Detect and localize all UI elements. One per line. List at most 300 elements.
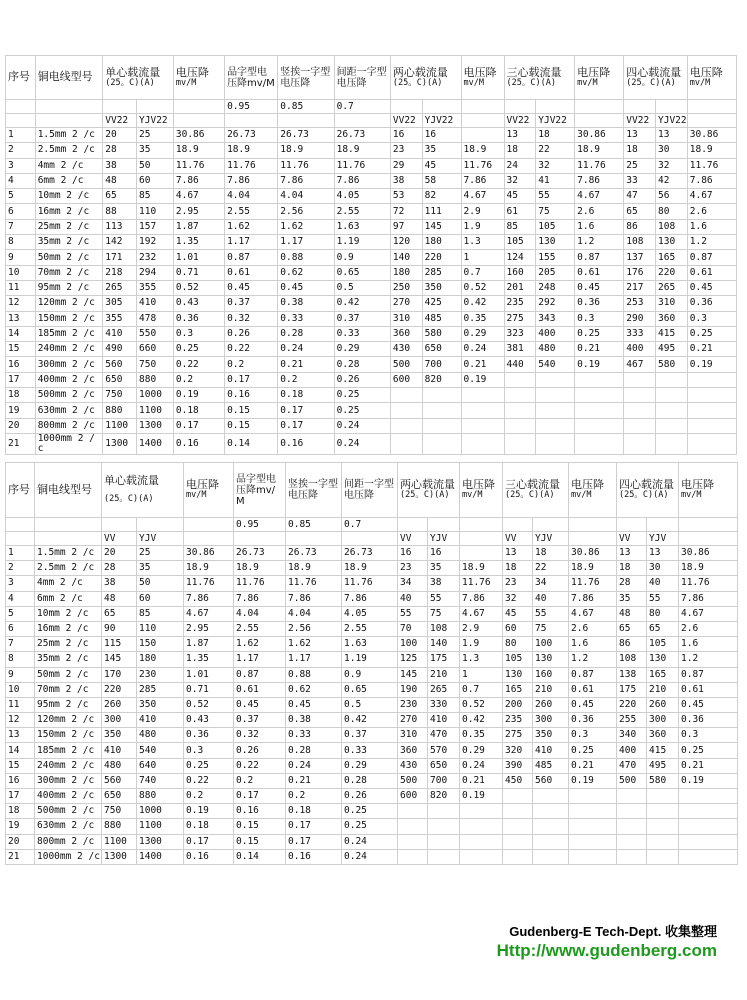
table-row: [6, 819, 738, 834]
table-cell: [617, 834, 647, 849]
table-cell: 0.24: [342, 834, 398, 849]
table-cell: 20: [6, 834, 35, 849]
table-cell: 38: [103, 158, 137, 173]
table-cell: 33: [624, 173, 656, 188]
table-cell: 11.76: [184, 576, 234, 591]
table-cell: 11.76: [234, 576, 286, 591]
table-cell: 105: [647, 637, 679, 652]
table-cell: 2.5mm 2 /c: [35, 561, 102, 576]
factor-row: [6, 100, 737, 114]
table-cell: 18.9: [575, 143, 624, 158]
table-cell: 660: [137, 342, 174, 357]
table-cell: 820: [428, 789, 460, 804]
table-cell: 1.5mm 2 /c: [35, 546, 102, 561]
table-cell: 50mm 2 /c: [35, 667, 102, 682]
table-cell: 255: [617, 713, 647, 728]
table-cell: 7.86: [460, 591, 503, 606]
table-cell: 18: [504, 143, 536, 158]
table-row: [6, 235, 737, 250]
table-cell: 0.36: [575, 296, 624, 311]
table-cell: [422, 388, 461, 403]
table-cell: 600: [398, 789, 428, 804]
table-cell: 11.76: [278, 158, 334, 173]
table-cell: 0.2: [173, 372, 224, 387]
table-cell: 45: [503, 606, 533, 621]
table-cell: 630mm 2 /c: [35, 819, 102, 834]
table-cell: 205: [536, 265, 575, 280]
table-cell: 0.25: [575, 326, 624, 341]
table-cell: 350: [533, 728, 569, 743]
table-cell: [617, 819, 647, 834]
table-cell: 11: [6, 280, 36, 295]
table-cell: 0.17: [286, 834, 342, 849]
table-cell: 26.73: [225, 128, 278, 143]
table-cell: 1.2: [569, 652, 617, 667]
table-cell: 150: [137, 637, 184, 652]
table-cell: 0.16: [286, 849, 342, 864]
table-cell: 0.21: [460, 773, 503, 788]
table-cell: 320: [503, 743, 533, 758]
table-cell: [398, 849, 428, 864]
footer-website-link[interactable]: Http://www.gudenberg.com: [496, 941, 717, 960]
table-cell: 30.86: [184, 546, 234, 561]
table-cell: 360: [656, 311, 688, 326]
table-cell: 0.18: [278, 388, 334, 403]
table-cell: 0.87: [575, 250, 624, 265]
table-cell: 0.24: [461, 342, 504, 357]
factor-trefoil: 0.95: [234, 518, 286, 532]
table-cell: 0.36: [173, 311, 224, 326]
table-cell: 253: [624, 296, 656, 311]
col-header-spaced-flat-drop: 间距一字型电压降: [334, 56, 390, 100]
table-cell: 130: [533, 652, 569, 667]
table-cell: 16: [398, 546, 428, 561]
table-cell: [656, 418, 688, 433]
table-cell: 0.45: [278, 280, 334, 295]
type-label: VV: [398, 532, 428, 546]
table-cell: 110: [137, 204, 174, 219]
factor-touching-flat: 0.85: [278, 100, 334, 114]
table-cell: 20: [103, 128, 137, 143]
table-cell: 750: [103, 388, 137, 403]
table-cell: 1.87: [173, 219, 224, 234]
table-cell: [575, 433, 624, 454]
table-cell: 478: [137, 311, 174, 326]
table-cell: 0.42: [334, 296, 390, 311]
table-row: [6, 372, 737, 387]
table-cell: 18.9: [184, 561, 234, 576]
type-row: [6, 532, 738, 546]
table-cell: 540: [536, 357, 575, 372]
table-cell: 7.86: [173, 173, 224, 188]
table-cell: 360: [647, 728, 679, 743]
table-cell: 540: [137, 743, 184, 758]
table-cell: 880: [137, 372, 174, 387]
table-cell: 4.67: [173, 189, 224, 204]
table-cell: 30: [656, 143, 688, 158]
type-label: VV22: [504, 114, 536, 128]
table-cell: 105: [504, 235, 536, 250]
table-cell: 495: [656, 342, 688, 357]
table-cell: 130: [656, 235, 688, 250]
table-cell: 0.36: [679, 713, 738, 728]
table-cell: 115: [102, 637, 137, 652]
table-cell: 265: [656, 280, 688, 295]
col-header-touching-flat-drop: 竖挨一字型电压降: [278, 56, 334, 100]
table-row: [6, 637, 738, 652]
col-header-index: 序号: [6, 463, 35, 518]
table-cell: [533, 789, 569, 804]
table-cell: 18: [617, 561, 647, 576]
table-cell: 13: [6, 311, 36, 326]
table-cell: [624, 433, 656, 454]
type-label: YJV: [137, 532, 184, 546]
table-cell: 4: [6, 173, 36, 188]
table-cell: 0.5: [334, 280, 390, 295]
table-cell: 42: [656, 173, 688, 188]
table-cell: 7: [6, 219, 36, 234]
table-cell: 120mm 2 /c: [35, 296, 103, 311]
table-cell: 0.25: [334, 403, 390, 418]
table-cell: 0.21: [679, 758, 738, 773]
table-cell: 192: [137, 235, 174, 250]
table-cell: 0.42: [460, 713, 503, 728]
table-cell: 1000mm 2 /c: [35, 849, 102, 864]
table-cell: 2.9: [461, 204, 504, 219]
col-header-four-core-drop: 电压降 mv/M: [687, 56, 736, 100]
table-cell: 355: [103, 311, 137, 326]
table-cell: 1.19: [334, 235, 390, 250]
table-cell: 1100: [137, 403, 174, 418]
table-cell: 8: [6, 652, 35, 667]
table-cell: [624, 388, 656, 403]
table-cell: [460, 819, 503, 834]
table-cell: 11.76: [679, 576, 738, 591]
table-cell: [536, 433, 575, 454]
table-cell: 0.35: [461, 311, 504, 326]
table-cell: 0.17: [234, 789, 286, 804]
table-cell: 340: [617, 728, 647, 743]
table-cell: 80: [503, 637, 533, 652]
factor-touching-flat: 0.85: [286, 518, 342, 532]
table-cell: [617, 789, 647, 804]
table-cell: 350: [422, 280, 461, 295]
table-cell: 16mm 2 /c: [35, 204, 103, 219]
table-row: [6, 388, 737, 403]
table-cell: 48: [617, 606, 647, 621]
table-cell: 171: [103, 250, 137, 265]
table-cell: 220: [617, 697, 647, 712]
table-cell: 700: [422, 357, 461, 372]
table-cell: 1100: [103, 418, 137, 433]
table-cell: 300: [533, 713, 569, 728]
table-cell: 185mm 2 /c: [35, 743, 102, 758]
table-cell: [617, 849, 647, 864]
table-row: [6, 713, 738, 728]
table-cell: [533, 834, 569, 849]
table-cell: [504, 372, 536, 387]
table-cell: 310: [398, 728, 428, 743]
table-row: [6, 342, 737, 357]
table-cell: 0.17: [278, 418, 334, 433]
table-cell: 7.86: [225, 173, 278, 188]
table-cell: 500: [617, 773, 647, 788]
table-cell: 34: [398, 576, 428, 591]
table-cell: [679, 789, 738, 804]
table-cell: 9: [6, 667, 35, 682]
table-cell: 0.18: [173, 403, 224, 418]
table-cell: [428, 804, 460, 819]
table-cell: 12: [6, 713, 35, 728]
table-cell: 18.9: [679, 561, 738, 576]
table-cell: [679, 819, 738, 834]
table-cell: [390, 388, 422, 403]
table-cell: [503, 819, 533, 834]
table-cell: 32: [536, 158, 575, 173]
type-label: VV22: [390, 114, 422, 128]
table-cell: 130: [536, 235, 575, 250]
table-row: [6, 576, 738, 591]
table-cell: 490: [103, 342, 137, 357]
table-cell: 9: [6, 250, 36, 265]
table-cell: 0.22: [225, 342, 278, 357]
table-cell: 48: [103, 173, 137, 188]
table-cell: 0.28: [286, 743, 342, 758]
type-label: YJV22: [656, 114, 688, 128]
table-cell: 0.61: [225, 265, 278, 280]
table-cell: 0.37: [225, 296, 278, 311]
table-cell: 185mm 2 /c: [35, 326, 103, 341]
table-row: [6, 849, 738, 864]
table-cell: 190: [398, 682, 428, 697]
table-cell: 24: [504, 158, 536, 173]
table-cell: 0.33: [278, 311, 334, 326]
table-cell: 1400: [137, 849, 184, 864]
table-cell: 130: [647, 652, 679, 667]
table-cell: 11.76: [225, 158, 278, 173]
table-cell: 300mm 2 /c: [35, 357, 103, 372]
table-cell: 0.37: [334, 311, 390, 326]
table-cell: 65: [103, 189, 137, 204]
table-cell: 70mm 2 /c: [35, 265, 103, 280]
table-cell: [575, 418, 624, 433]
table-cell: [536, 418, 575, 433]
col-header-model: 铜电线型号: [35, 463, 102, 518]
table-cell: 210: [428, 667, 460, 682]
table-cell: 30.86: [173, 128, 224, 143]
table-cell: 265: [428, 682, 460, 697]
table-cell: 1.6: [575, 219, 624, 234]
table-cell: 0.19: [173, 388, 224, 403]
table-cell: 310: [656, 296, 688, 311]
table-cell: 6mm 2 /c: [35, 591, 102, 606]
table-cell: 0.19: [460, 789, 503, 804]
table-cell: 65: [624, 204, 656, 219]
table-cell: 22: [533, 561, 569, 576]
table-cell: 30: [647, 561, 679, 576]
table-cell: [536, 372, 575, 387]
table-cell: 1.35: [184, 652, 234, 667]
table-cell: 330: [428, 697, 460, 712]
table-cell: 72: [390, 204, 422, 219]
table-cell: 13: [6, 728, 35, 743]
table-cell: [687, 372, 736, 387]
table-cell: 25: [137, 546, 184, 561]
table-cell: 18.9: [286, 561, 342, 576]
table-cell: 0.3: [173, 326, 224, 341]
type-label: YJV22: [536, 114, 575, 128]
table-cell: 4.04: [278, 189, 334, 204]
table-cell: 2.6: [679, 621, 738, 636]
col-header-single-core: 单心载流量 (25。C)(A): [102, 463, 184, 518]
table-cell: 16: [390, 128, 422, 143]
table-cell: 2.6: [575, 204, 624, 219]
table-cell: 0.21: [278, 357, 334, 372]
table-cell: 15: [6, 342, 36, 357]
table-cell: 19: [6, 403, 36, 418]
table-cell: 410: [533, 743, 569, 758]
table-cell: 1.35: [173, 235, 224, 250]
table-cell: 0.32: [225, 311, 278, 326]
table-cell: 0.22: [173, 357, 224, 372]
table-cell: 180: [390, 265, 422, 280]
table-cell: 1.2: [575, 235, 624, 250]
table-cell: 16mm 2 /c: [35, 621, 102, 636]
table-row: [6, 189, 737, 204]
table-cell: 430: [398, 758, 428, 773]
table-cell: 140: [390, 250, 422, 265]
table-cell: 5: [6, 189, 36, 204]
table-cell: 0.87: [679, 667, 738, 682]
table-cell: 130: [503, 667, 533, 682]
table-cell: 30.86: [575, 128, 624, 143]
table-cell: 53: [390, 189, 422, 204]
table-cell: 0.15: [225, 418, 278, 433]
table-cell: 0.43: [184, 713, 234, 728]
col-header-touching-flat-drop: 竖挨一字型电压降: [286, 463, 342, 518]
table-cell: 292: [536, 296, 575, 311]
table-cell: 333: [624, 326, 656, 341]
table-cell: 230: [398, 697, 428, 712]
table-cell: 18.9: [461, 143, 504, 158]
col-header-three-core-drop: 电压降 mv/M: [575, 56, 624, 100]
table-cell: 86: [624, 219, 656, 234]
table-cell: 0.16: [184, 849, 234, 864]
table-cell: 415: [656, 326, 688, 341]
table-cell: 470: [428, 728, 460, 743]
table-cell: 0.61: [679, 682, 738, 697]
table-cell: 1000: [137, 804, 184, 819]
table-cell: 355: [137, 280, 174, 295]
table-cell: 480: [102, 758, 137, 773]
table-cell: [533, 849, 569, 864]
table-cell: 13: [503, 546, 533, 561]
table-cell: [647, 819, 679, 834]
table-cell: 0.29: [460, 743, 503, 758]
table-cell: [503, 849, 533, 864]
table-cell: 0.25: [334, 388, 390, 403]
table-cell: 23: [390, 143, 422, 158]
table-cell: 0.62: [278, 265, 334, 280]
col-header-index: 序号: [6, 56, 36, 100]
table-row: [6, 667, 738, 682]
table-row: [6, 219, 737, 234]
table-cell: 400mm 2 /c: [35, 372, 103, 387]
table-cell: 0.33: [286, 728, 342, 743]
table-cell: 0.45: [687, 280, 736, 295]
table-cell: 4.67: [575, 189, 624, 204]
table-cell: 1.17: [225, 235, 278, 250]
table-cell: 95mm 2 /c: [35, 280, 103, 295]
table-cell: 20: [102, 546, 137, 561]
table-cell: 10mm 2 /c: [35, 189, 103, 204]
cable-table-1: [5, 55, 737, 455]
table-cell: 350: [137, 697, 184, 712]
table-cell: 1.17: [234, 652, 286, 667]
table-cell: 75: [533, 621, 569, 636]
table-cell: 0.37: [234, 713, 286, 728]
table-cell: 97: [390, 219, 422, 234]
table-cell: 0.35: [460, 728, 503, 743]
table-row: [6, 250, 737, 265]
table-cell: 220: [422, 250, 461, 265]
table-cell: 0.5: [342, 697, 398, 712]
table-cell: 47: [624, 189, 656, 204]
table-cell: 80: [647, 606, 679, 621]
table-cell: 0.36: [569, 713, 617, 728]
table-cell: 0.18: [184, 819, 234, 834]
table-row: [6, 728, 738, 743]
table-cell: 17: [6, 789, 35, 804]
col-header-three-core: 三心载流量 (25。C)(A): [504, 56, 575, 100]
table-cell: 65: [617, 621, 647, 636]
table-cell: 210: [647, 682, 679, 697]
table-cell: 260: [647, 697, 679, 712]
table-cell: 30.86: [679, 546, 738, 561]
table-cell: 310: [390, 311, 422, 326]
table-cell: [461, 403, 504, 418]
table-cell: 14: [6, 743, 35, 758]
table-cell: 0.15: [225, 403, 278, 418]
table-cell: 1.62: [225, 219, 278, 234]
table-cell: [624, 372, 656, 387]
table-cell: 35mm 2 /c: [35, 235, 103, 250]
table-cell: 137: [624, 250, 656, 265]
table-cell: 0.33: [334, 326, 390, 341]
table-cell: 13: [656, 128, 688, 143]
table-cell: 0.26: [225, 326, 278, 341]
table-cell: 1.17: [278, 235, 334, 250]
type-label: YJV22: [422, 114, 461, 128]
table-cell: 0.21: [569, 758, 617, 773]
table-cell: [536, 403, 575, 418]
table-cell: 165: [647, 667, 679, 682]
table-cell: 26.73: [342, 546, 398, 561]
table-row: [6, 834, 738, 849]
table-cell: 650: [103, 372, 137, 387]
table-cell: 30.86: [569, 546, 617, 561]
table-cell: 30.86: [687, 128, 736, 143]
table-cell: 1.62: [286, 637, 342, 652]
table-cell: [460, 804, 503, 819]
table-cell: [390, 433, 422, 454]
table-cell: 28: [102, 561, 137, 576]
table-cell: 22: [536, 143, 575, 158]
table-cell: 1.19: [342, 652, 398, 667]
table-cell: 470: [617, 758, 647, 773]
table-cell: 13: [504, 128, 536, 143]
table-cell: 0.21: [461, 357, 504, 372]
